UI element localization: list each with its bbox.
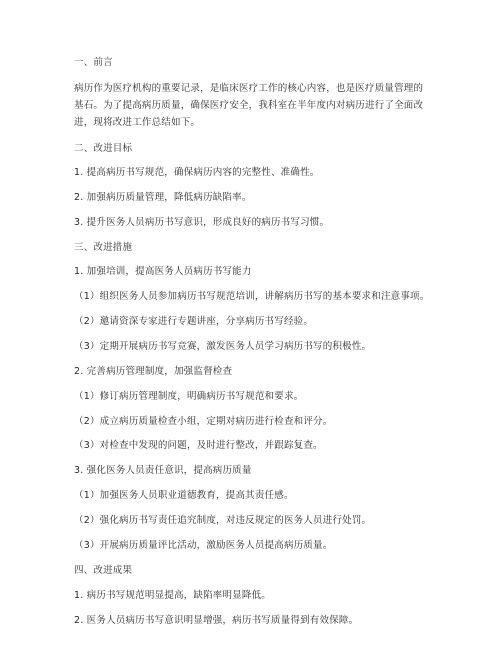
goal-item: 1. 提高病历书写规范，确保病历内容的完整性、准确性。	[74, 167, 320, 178]
measure-item: （2）成立病历质量检查小组，定期对病历进行检查和评分。	[74, 416, 333, 427]
measure-item: （2）强化病历书写责任追究制度，对违反规定的医务人员进行处罚。	[74, 515, 372, 526]
intro-paragraph-line: 进，现将改进工作总结如下。	[74, 117, 201, 128]
measure-section-title: 3. 强化医务人员责任意识，提高病历质量	[74, 465, 252, 476]
measure-item: （3）开展病历质量评比活动，激励医务人员提高病历质量。	[74, 540, 333, 551]
result-item: 2. 医务人员病历书写意识明显增强，病历书写质量得到有效保障。	[74, 615, 359, 626]
section-heading-measures: 三、改进措施	[74, 242, 133, 253]
section-heading-results: 四、改进成果	[74, 565, 133, 576]
intro-paragraph-line: 病历作为医疗机构的重要记录，是临床医疗工作的核心内容，也是医疗质量管理的	[74, 83, 424, 94]
intro-paragraph-line: 基石。为了提高病历质量，确保医疗安全，我科室在半年度内对病历进行了全面改	[74, 100, 424, 111]
measure-item: （3）对检查中发现的问题，及时进行整改，并跟踪复查。	[74, 440, 323, 451]
measure-item: （1）加强医务人员职业道德教育，提高其责任感。	[74, 490, 294, 501]
goal-item: 3. 提升医务人员病历书写意识，形成良好的病历书写习惯。	[74, 217, 330, 228]
section-heading-goals: 二、改进目标	[74, 143, 133, 154]
result-item: 1. 病历书写规范明显提高，缺陷率明显降低。	[74, 590, 271, 601]
measure-section-title: 2. 完善病历管理制度，加强监督检查	[74, 366, 233, 377]
measure-section-title: 1. 加强培训，提高医务人员病历书写能力	[74, 266, 252, 277]
goal-item: 2. 加强病历质量管理，降低病历缺陷率。	[74, 192, 252, 203]
measure-item: （3）定期开展病历书写竞赛，激发医务人员学习病历书写的积极性。	[74, 341, 372, 352]
section-heading-intro: 一、前言	[74, 57, 113, 68]
measure-item: （1）修订病历管理制度，明确病历书写规范和要求。	[74, 391, 304, 402]
measure-item: （2）邀请资深专家进行专题讲座，分享病历书写经验。	[74, 316, 314, 327]
measure-item: （1）组织医务人员参加病历书写规范培训，讲解病历书写的基本要求和注意事项。	[74, 291, 430, 302]
